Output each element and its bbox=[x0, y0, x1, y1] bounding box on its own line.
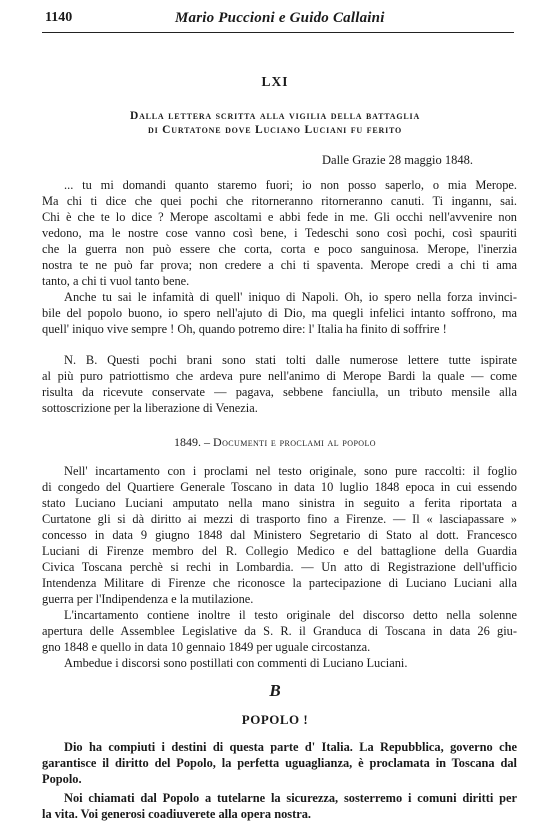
letter-para1-line: Ma chi ti dice che quei pochi che ritorneranno ritorneranno canuti. Ti ingannı, sai. bbox=[42, 194, 517, 208]
doc-para2-line: gno 1848 e quello in data 10 gennaio 1849 per uguale circostanza. bbox=[42, 640, 371, 654]
letter-para1-line: Chi è che te lo dice ? Merope ascoltami e abbi fede in me. Gli occhi nell'avvenire non bbox=[42, 210, 517, 224]
letter-para2-line: quell' iniquo vive sempre ! Oh, quando potremo dire: l' Italia ha finito di soffrire ! bbox=[42, 322, 447, 336]
proclamation-para1-line: garantisce il diritto del Popolo, la perfetta uguaglianza, è proclamata in Toscana dal bbox=[42, 756, 517, 770]
subsection-year: 1849. bbox=[174, 435, 202, 449]
doc-para1-line: concesso in data 9 giugno 1848 dal Ministero Segretario di Stato al dott. Francesco bbox=[42, 528, 517, 542]
letter-para1-line: nostra te ne può far prova; non credere a chi ti spaventa. Merope credi a chi ti ama bbox=[42, 258, 517, 272]
running-head: Mario Puccioni e Guido Callaini bbox=[175, 10, 385, 26]
proclamation-title: POPOLO ! bbox=[241, 712, 309, 727]
doc-para1-line: Intendenza Militare di Firenze che riconosce la partecipazione di Luciano Luciani alla bbox=[42, 576, 517, 590]
letter-para1-line: tanto, a chi ti vuol tanto bene. bbox=[42, 274, 190, 288]
doc-para3-line: Ambedue i discorsi sono postillati con commenti di Luciano Luciani. bbox=[64, 656, 408, 670]
doc-para1-line: Nell' incartamento con i proclami nel testo originale, sono pure raccolti: il foglio bbox=[64, 464, 517, 478]
letter-para2-line: Anche tu sai le infamità di quell' iniquo di Napoli. Oh, io spero nella forza invinci- bbox=[64, 290, 517, 304]
page-header bbox=[45, 10, 515, 30]
subsection-heading bbox=[0, 435, 550, 450]
doc-para1-line: di congedo del Quartiere Generale Toscano in data 10 luglio 1848 epoca in cui essendo bbox=[42, 480, 517, 494]
note-line: al più puro patriottismo che ardeva pure nell'animo di Merope Bardi la quale — come bbox=[42, 369, 517, 383]
note-line: risulta da ricevute conservate — pagava, sebbene fanciulla, un tributo mensile alla bbox=[42, 385, 517, 399]
proclamation-para1-line: Dio ha compiuti i destini di questa parte d' Italia. La Repubblica, governo che bbox=[64, 740, 517, 754]
letter-para1-line: ... tu mi domandi quanto staremo fuori; io non posso saperlo, o mia Merope. bbox=[64, 178, 517, 192]
subsection-dash: – bbox=[204, 435, 211, 449]
subsection-label: Documenti e proclami al popolo bbox=[213, 435, 376, 449]
letter-dateline: Dalle Grazie 28 maggio 1848. bbox=[322, 153, 473, 167]
part-letter: B bbox=[269, 681, 281, 700]
letter-para2-line: bile del popolo buono, io spero nell'ajuto di Dio, ma quegli infelici intanto soffrono, ma bbox=[42, 306, 517, 320]
note-line: N. B. Questi pochi brani sono stati tolti dalle numerose lettere tutte ispirate bbox=[64, 353, 517, 367]
header-rule bbox=[42, 32, 514, 33]
doc-para1-line: guerra per l'Indipendenza e la mutilazione. bbox=[42, 592, 254, 606]
section-number: LXI bbox=[261, 74, 289, 89]
doc-para2-line: L'incartamento contiene inoltre il testo originale del discorso detto nella solenne bbox=[64, 608, 517, 622]
letter-para1-line: vedono, ma le nostre cose vanno così bene, i Tedeschi sono così pochi, così spauriti bbox=[42, 226, 517, 240]
note-line: sottoscrizione per la liberazione di Venezia. bbox=[42, 401, 258, 415]
doc-para1-line: Luciani di Firenze membro del R. Collegio Medico e del battaglione della Guardia bbox=[42, 544, 517, 558]
letter-para1-line: che la guerra non può essere che corta, corta e poco sanguinosa. Merope, l'inerzia bbox=[42, 242, 517, 256]
proclamation-para1-line: Popolo. bbox=[42, 772, 82, 786]
proclamation-para2-line: la vita. Voi generosi coadiuverete alla opera nostra. bbox=[42, 807, 312, 821]
doc-para2-line: apertura delle Assemblee Legislative da S. R. il Granduca di Toscana in data 26 giu- bbox=[42, 624, 517, 638]
doc-para1-line: stato Luciano Luciani amputato nella mano sinistra in seguito a ferita riportata a bbox=[42, 496, 517, 510]
section-title-line-1: Dalla lettera scritta alla vigilia della battaglia bbox=[129, 110, 421, 122]
doc-para1-line: Curtatone gli si dà diritto ai mezzi di trasporto fino a Firenze. — Il « lasciapassare » bbox=[42, 512, 517, 526]
page-number: 1140 bbox=[45, 10, 73, 25]
doc-para1-line: Civica Toscana perchè si rechi in Lombardia. — Un atto di Registrazione dell'ufficio bbox=[42, 560, 517, 574]
section-title-line-2: di Curtatone dove Luciano Luciani fu ferito bbox=[148, 124, 402, 136]
proclamation-para2-line: Noi chiamati dal Popolo a tutelarne la sicurezza, sosterremo i comuni diritti per bbox=[64, 791, 517, 805]
